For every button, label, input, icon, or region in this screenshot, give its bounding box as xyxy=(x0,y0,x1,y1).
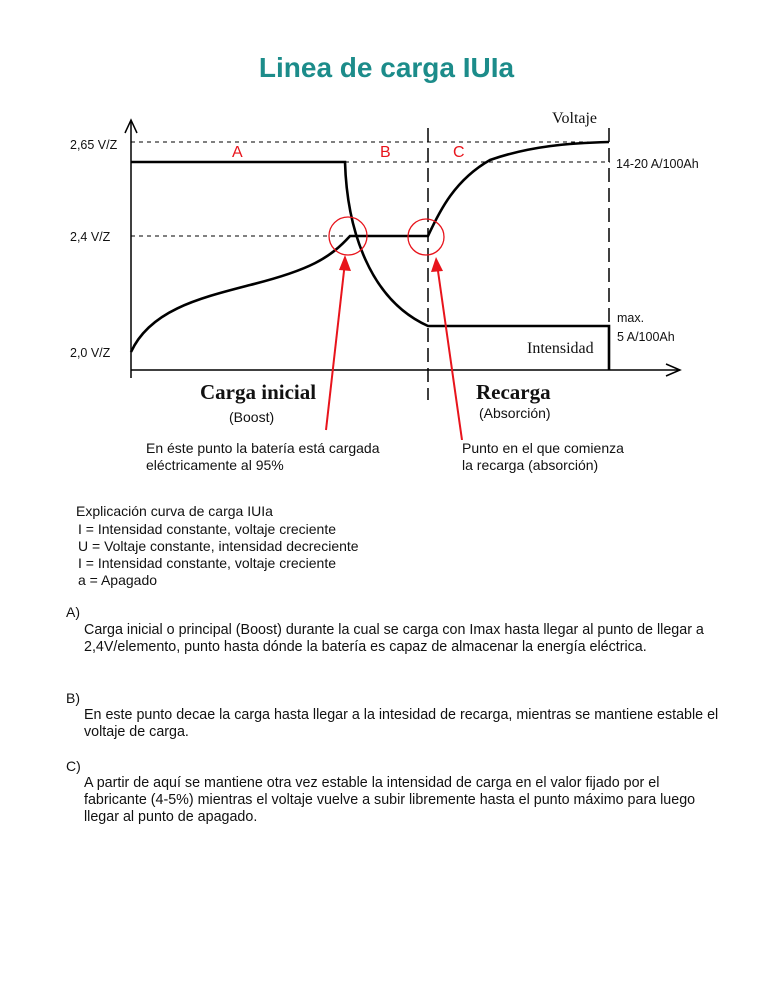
zone-label-c: C xyxy=(453,144,465,161)
y-label-2-65: 2,65 V/Z xyxy=(70,138,118,152)
current-curve xyxy=(131,162,609,370)
page-title: Linea de carga IUIa xyxy=(258,52,515,83)
explanation-line: I = Intensidad constante, voltaje creciente xyxy=(78,555,336,571)
phase-1-subtitle: (Boost) xyxy=(229,409,275,425)
explanation-line: I = Intensidad constante, voltaje creciente xyxy=(78,521,336,537)
current-top-label: 14-20 A/100Ah xyxy=(616,157,699,171)
section-a-label: A) xyxy=(66,604,80,620)
current-label: Intensidad xyxy=(527,340,594,357)
note-1-line-1: En éste punto la batería está cargada xyxy=(146,440,380,456)
phase-2-title: Recarga xyxy=(476,380,551,404)
voltage-curve xyxy=(131,142,609,352)
section-b-text: En este punto decae la carga hasta llegar a la intesidad de recarga, mientras se mantiene estable el voltaje de carga. xyxy=(84,707,719,740)
note-1-line-2: eléctricamente al 95% xyxy=(146,457,284,473)
zone-label-a: A xyxy=(232,144,243,161)
note-2-line-2: la recarga (absorción) xyxy=(462,457,599,473)
annotation-arrow-1 xyxy=(326,262,345,430)
voltage-label: Voltaje xyxy=(552,110,598,127)
phase-1-title: Carga inicial xyxy=(200,380,317,404)
note-2-line-1: Punto en el que comienza xyxy=(462,440,624,456)
y-label-2-4: 2,4 V/Z xyxy=(70,230,111,244)
section-b-label: B) xyxy=(66,690,80,706)
annotation-arrowhead-1 xyxy=(339,255,351,271)
current-max-value: 5 A/100Ah xyxy=(617,330,675,344)
explanation-heading: Explicación curva de carga IUIa xyxy=(76,503,273,519)
section-c-text: A partir de aquí se mantiene otra vez estable la intensidad de carga en el valor fijado por el fabricante (4-5%) mientras el voltaje vuelve a subir libremente hasta el punto máximo para luego llegar al punto de apagado. xyxy=(84,775,696,825)
section-a-text: Carga inicial o principal (Boost) durante la cual se carga con Imax hasta llegar al punto de llegar a 2,4V/elemento, punto hasta dónde la batería es capaz de almacenar la energía eléctrica. xyxy=(84,622,704,655)
explanation-line: U = Voltaje constante, intensidad decreciente xyxy=(78,538,359,554)
current-max-label: max. xyxy=(617,311,645,325)
section-c-label: C) xyxy=(66,758,81,774)
y-label-2-0: 2,0 V/Z xyxy=(70,346,111,360)
explanation-line: a = Apagado xyxy=(78,572,158,588)
annotation-arrow-2 xyxy=(437,264,462,440)
annotation-arrowhead-2 xyxy=(431,257,443,272)
phase-2-subtitle: (Absorción) xyxy=(479,405,551,421)
zone-label-b: B xyxy=(380,144,391,161)
